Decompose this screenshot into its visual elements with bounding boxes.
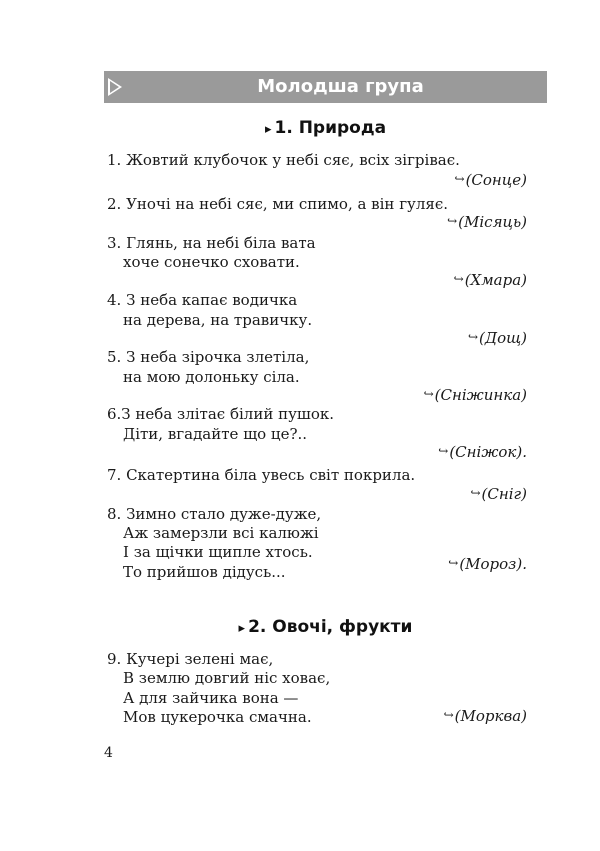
riddle-line: Діти, вгадайте що це?.. — [123, 425, 308, 443]
riddle-line: на дерева, на травичку. — [123, 311, 313, 329]
riddle-answer: ↪(Мороз). — [448, 555, 527, 573]
riddle-line: То прийшов дідусь... — [123, 563, 286, 581]
riddle-line: А для зайчика вона — — [123, 689, 299, 707]
hook-arrow-icon: ↪ — [467, 330, 479, 344]
hook-arrow-icon: ↪ — [454, 172, 465, 186]
riddle-answer: ↪(Морква) — [443, 707, 527, 725]
riddle-answer: ↪(Сніжинка) — [423, 386, 527, 404]
riddle-line: 7. Скатертина біла увесь світ покрила. — [107, 466, 416, 484]
riddle-answer: ↪(Сонце) — [454, 171, 527, 189]
riddle-line: 2. Уночі на небі сяє, ми спимо, а він гуляє. — [107, 195, 449, 213]
riddle-line: В землю довгий ніс ховає, — [123, 669, 331, 687]
riddle-line: Мов цукерочка смачна. — [123, 708, 312, 726]
riddle-line: 9. Кучері зелені має, — [107, 650, 274, 668]
riddle-answer: ↪(Місяць) — [447, 213, 527, 231]
triangle-marker-icon: ▸ — [264, 122, 272, 137]
riddle-line: на мою долоньку сіла. — [123, 368, 300, 386]
triangle-marker-icon: ▸ — [238, 621, 246, 636]
section-heading-nature — [104, 118, 547, 138]
riddle-answer: ↪(Сніжок). — [438, 443, 527, 461]
riddle-line: 4. З неба капає водичка — [107, 291, 298, 309]
hook-arrow-icon: ↪ — [447, 214, 458, 228]
section-title: 1. Природа — [274, 118, 387, 138]
riddle-answer: ↪(Сніг) — [470, 485, 527, 503]
riddle-line: 5. З неба зірочка злетіла, — [107, 348, 310, 366]
hook-arrow-icon: ↪ — [470, 486, 481, 500]
triangle-play-icon — [108, 78, 122, 96]
hook-arrow-icon: ↪ — [453, 272, 464, 286]
riddle-line: хоче сонечко сховати. — [123, 253, 300, 271]
riddle-line: 3. Глянь, на небі біла вата — [107, 234, 316, 252]
riddle-line: 6.З неба злітає білий пушок. — [107, 405, 335, 423]
section-title: 2. Овочі, фрукти — [248, 617, 413, 637]
banner-title: Молодша група — [257, 76, 424, 97]
section-heading-vegetables-fruits — [104, 617, 547, 637]
hook-arrow-icon: ↪ — [438, 444, 449, 458]
hook-arrow-icon: ↪ — [443, 708, 454, 722]
riddle-line: І за щічки щипле хтось. — [123, 543, 313, 561]
hook-arrow-icon: ↪ — [423, 387, 434, 401]
riddle-line: 1. Жовтий клубочок у небі сяє, всіх зігріває. — [107, 151, 460, 169]
page-number: 4 — [104, 745, 113, 761]
riddle-line: 8. Зимно стало дуже-дуже, — [107, 505, 322, 523]
riddle-answer: ↪(Хмара) — [453, 271, 527, 289]
group-banner — [104, 71, 547, 103]
hook-arrow-icon: ↪ — [448, 556, 459, 570]
riddle-answer: ↪(Дощ) — [467, 329, 527, 347]
riddle-line: Аж замерзли всі калюжі — [123, 524, 319, 542]
